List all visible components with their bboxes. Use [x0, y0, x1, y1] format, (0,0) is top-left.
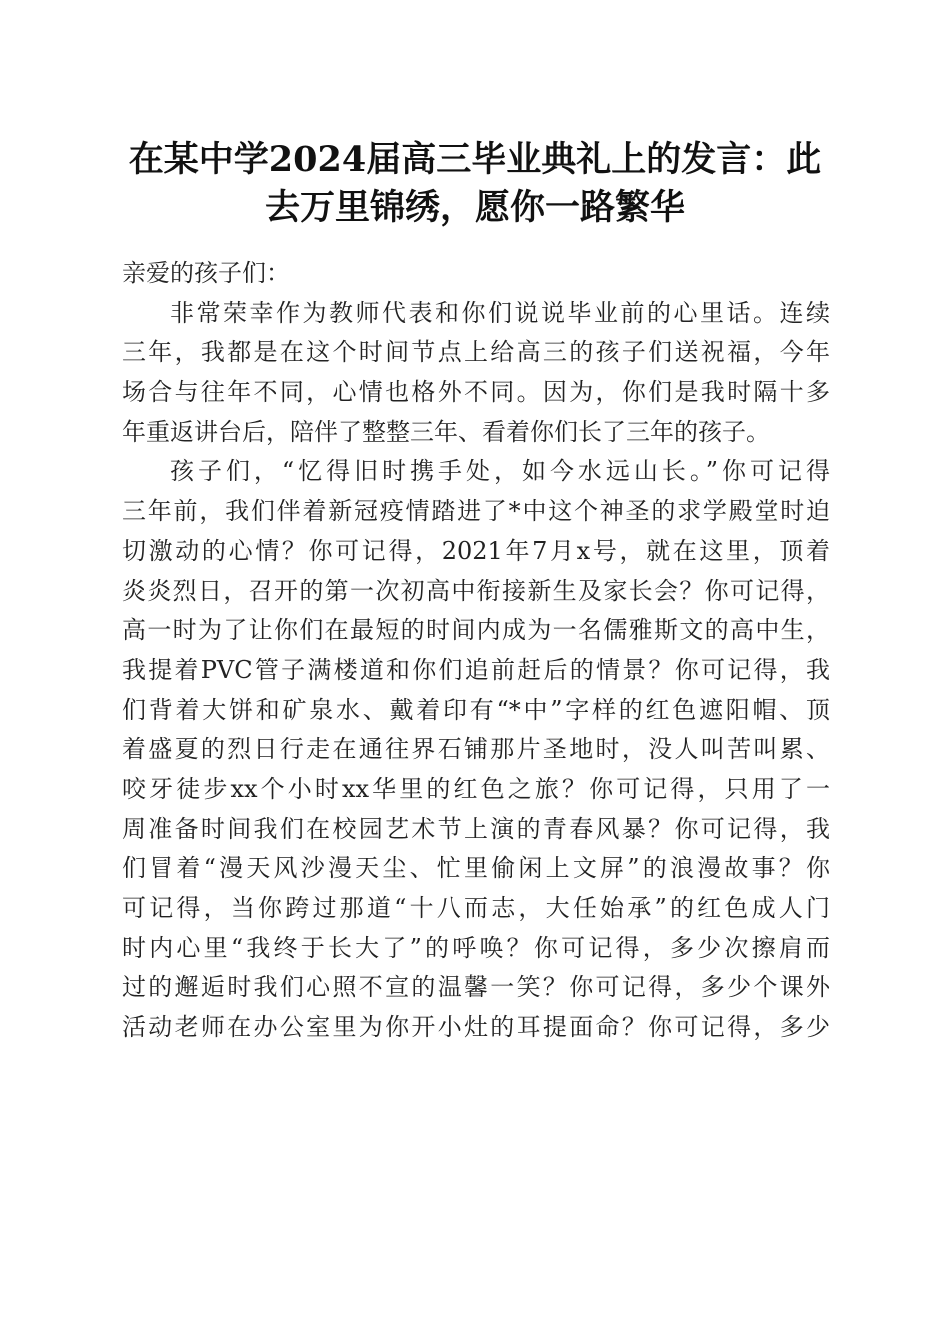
document-title — [110, 136, 840, 232]
paragraph-line: 年重返讲台后，陪伴了整整三年、看着你们长了三年的孩子。 — [122, 417, 770, 446]
title-line-1: 在某中学2024届高三毕业典礼上的发言：此 — [128, 139, 822, 180]
paragraph-2 — [122, 452, 830, 1047]
paragraph-line: 着盛夏的烈日行走在通往界石铺那片圣地时，没人叫苦叫累、 — [122, 735, 830, 764]
paragraph-line: 们背着大饼和矿泉水、戴着印有“*中”字样的红色遮阳帽、顶 — [122, 695, 830, 724]
paragraph-line: 过的邂逅时我们心照不宣的温馨一笑？你可记得，多少个课外 — [122, 973, 830, 1002]
paragraph-line: 可记得，当你跨过那道“十八而志，大任始承”的红色成人门 — [122, 894, 830, 922]
document-body — [122, 254, 830, 1048]
title-line-2: 去万里锦绣，愿你一路繁华 — [264, 187, 685, 228]
paragraph-line: 三年前，我们伴着新冠疫情踏进了*中这个神圣的求学殿堂时迫 — [122, 497, 830, 526]
salutation: 亲爱的孩子们： — [122, 259, 290, 287]
paragraph-line: 三年，我都是在这个时间节点上给高三的孩子们送祝福，今年 — [122, 338, 830, 367]
paragraph-line: 切激动的心情？你可记得，2021年7月x号，就在这里，顶着 — [122, 536, 830, 565]
paragraph-line: 活动老师在办公室里为你开小灶的耳提面命？你可记得，多少 — [122, 1013, 830, 1042]
paragraph-1 — [122, 294, 830, 453]
paragraph-line: 高一时为了让你们在最短的时间内成为一名儒雅斯文的高中生， — [122, 616, 830, 645]
paragraph-line: 咬牙徒步xx个小时xx华里的红色之旅？你可记得，只用了一 — [122, 774, 830, 803]
paragraph-line: 们冒着“漫天风沙漫天尘、忙里偷闲上文屏”的浪漫故事？你 — [122, 854, 830, 883]
paragraph-line: 炎炎烈日，召开的第一次初高中衔接新生及家长会？你可记得， — [122, 576, 830, 605]
paragraph-line: 周准备时间我们在校园艺术节上演的青春风暴？你可记得，我 — [122, 814, 830, 843]
paragraph-line: 孩子们，“忆得旧时携手处，如今水远山长。”你可记得 — [170, 457, 830, 486]
paragraph-line: 我提着PVC管子满楼道和你们追前赶后的情景？你可记得，我 — [122, 655, 830, 684]
paragraph-line: 时内心里“我终于长大了”的呼唤？你可记得，多少次擦肩而 — [122, 933, 830, 962]
paragraph-line: 非常荣幸作为教师代表和你们说说毕业前的心里话。连续 — [170, 298, 830, 327]
paragraph-line: 场合与往年不同，心情也格外不同。因为，你们是我时隔十多 — [122, 378, 830, 407]
